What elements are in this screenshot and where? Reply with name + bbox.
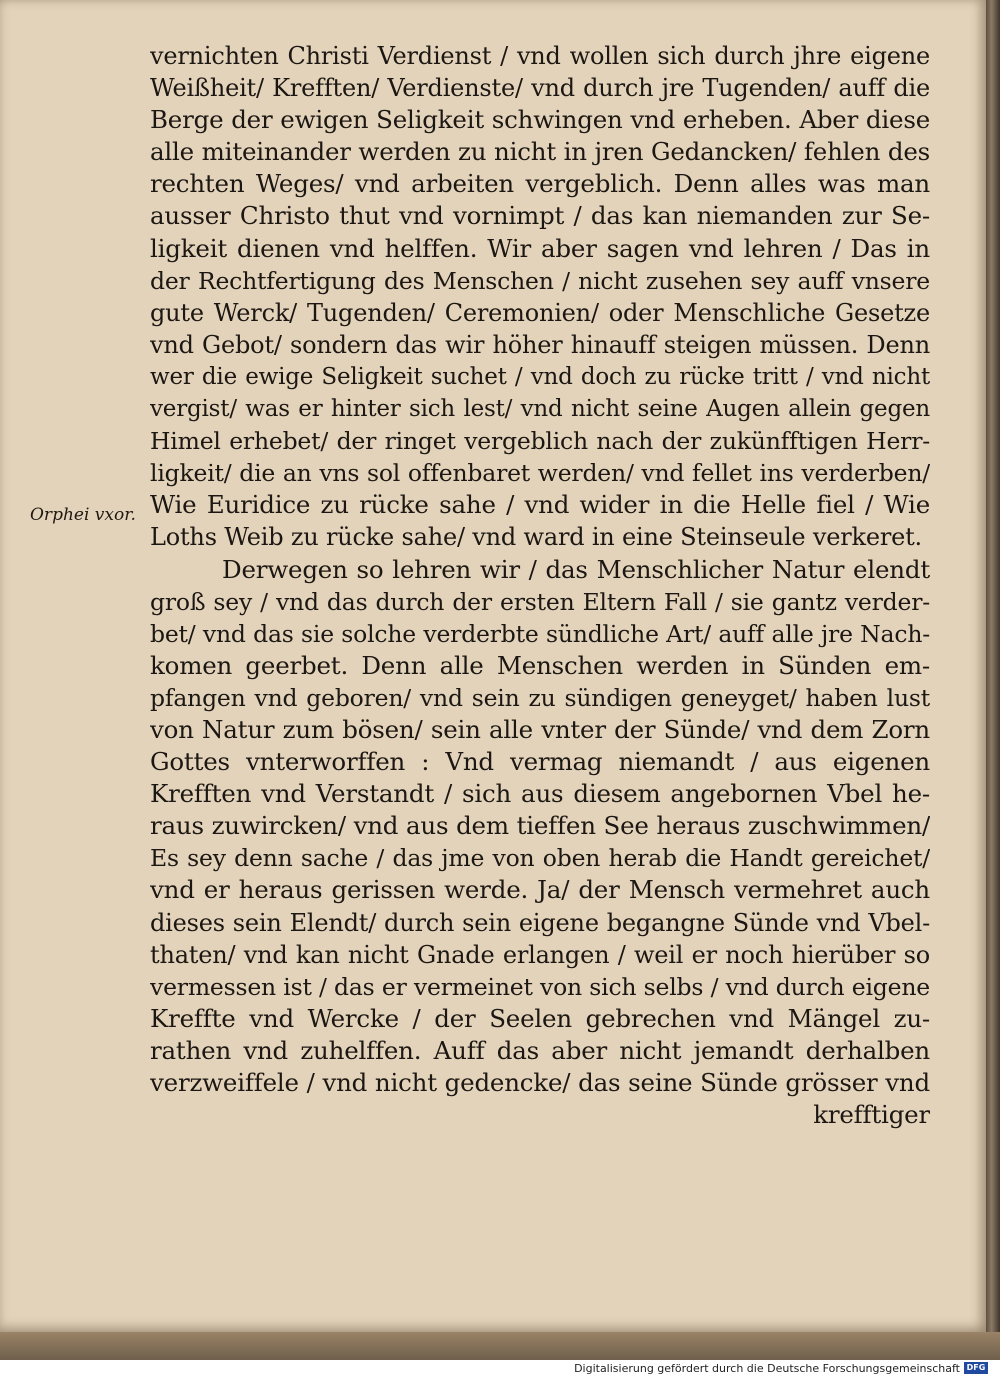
text-line: Himel erhebet/ der ringet vergeblich nach der zukünfftigen Herr- (150, 427, 930, 456)
digitization-footer (0, 1360, 1000, 1377)
text-line: Krefften vnd Verstandt / sich aus diesem angebornen Vbel he- (150, 779, 930, 809)
text-line: vergist/ was er hinter sich lest/ vnd nicht seine Augen allein gegen (150, 396, 930, 423)
text-line: Weißheit/ Krefften/ Verdienste/ vnd durch jre Tugenden/ auff die (150, 74, 930, 103)
text-line: bet/ vnd das sie solche verderbte sündliche Art/ auff alle jre Nach- (150, 619, 930, 648)
text-line: von Natur zum bösen/ sein alle vnter der Sünde/ vnd dem Zorn (150, 714, 930, 744)
book-edge-right (986, 0, 1000, 1360)
text-line: der Rechtfertigung des Menschen / nicht zusehen sey auff vnsere (150, 266, 930, 295)
catchword: krefftiger (813, 1100, 930, 1130)
text-line: vernichten Christi Verdienst / vnd wollen sich durch jhre eigene (150, 42, 930, 70)
footer-credit: Digitalisierung gefördert durch die Deutsche Forschungsgemeinschaft (574, 1362, 960, 1375)
text-line: Es sey denn sache / das jme von oben herab die Handt gereichet/ (150, 844, 930, 873)
text-line: pfangen vnd geboren/ vnd sein zu sündigen geneyget/ haben lust (150, 683, 930, 712)
text-line: raus zuwircken/ vnd aus dem tieffen See heraus zuschwimmen/ (150, 811, 930, 841)
text-line: ligkeit dienen vnd helffen. Wir aber sagen vnd lehren / Das in (150, 233, 930, 263)
text-line: gute Werck/ Tugenden/ Ceremonien/ oder Menschliche Gesetze (150, 298, 930, 327)
text-line: thaten/ vnd kan nicht Gnade erlangen / weil er noch hierüber so (150, 940, 930, 969)
text-line: vnd er heraus gerissen werde. Ja/ der Mensch vermehret auch (150, 875, 930, 905)
text-line: groß sey / vnd das durch der ersten Eltern Fall / sie gantz verder- (150, 587, 930, 616)
body-text (150, 40, 930, 1131)
marginal-note: Orphei vxor. (30, 505, 136, 525)
text-line: rechten Weges/ vnd arbeiten vergeblich. Denn alles was man (150, 169, 930, 199)
text-line: Loths Weib zu rücke sahe/ vnd ward in eine Steinseule verkeret. (150, 523, 922, 552)
book-edge-bottom (0, 1332, 1000, 1360)
text-line: wer die ewige Seligkeit suchet / vnd doch zu rücke tritt / vnd nicht (150, 363, 930, 390)
text-line: dieses sein Elendt/ durch sein eigene begangne Sünde vnd Vbel- (150, 908, 930, 937)
text-line: Wie Euridice zu rücke sahe / vnd wider in die Helle fiel / Wie (150, 490, 930, 520)
text-line: alle miteinander werden zu nicht in jren Gedancken/ fehlen des (150, 137, 930, 167)
text-line: ausser Christo thut vnd vornimpt / das kan niemanden zur Se- (150, 201, 930, 231)
dfg-logo: DFG (964, 1362, 988, 1374)
text-line: Kreffte vnd Wercke / der Seelen gebrechen vnd Mängel zu- (150, 1003, 930, 1033)
text-line: Gottes vnterworffen : Vnd vermag niemandt / aus eigenen (150, 747, 930, 777)
text-line: Derwegen so lehren wir / das Menschlicher Natur elendt (222, 554, 930, 584)
text-line: komen geerbet. Denn alle Menschen werden in Sünden em- (150, 650, 930, 680)
text-line: vnd Gebot/ sondern das wir höher hinauff steigen müssen. Denn (150, 330, 930, 359)
text-line: rathen vnd zuhelffen. Auff das aber nicht jemandt derhalben (150, 1035, 930, 1065)
text-line: Berge der ewigen Seligkeit schwingen vnd erheben. Aber diese (150, 105, 930, 135)
text-line: ligkeit/ die an vns sol offenbaret werden/ vnd fellet ins verderben/ (150, 459, 930, 488)
text-line: verzweiffele / vnd nicht gedencke/ das seine Sünde grösser vnd (150, 1068, 930, 1097)
text-line: vermessen ist / das er vermeinet von sich selbs / vnd durch eigene (150, 972, 930, 1001)
